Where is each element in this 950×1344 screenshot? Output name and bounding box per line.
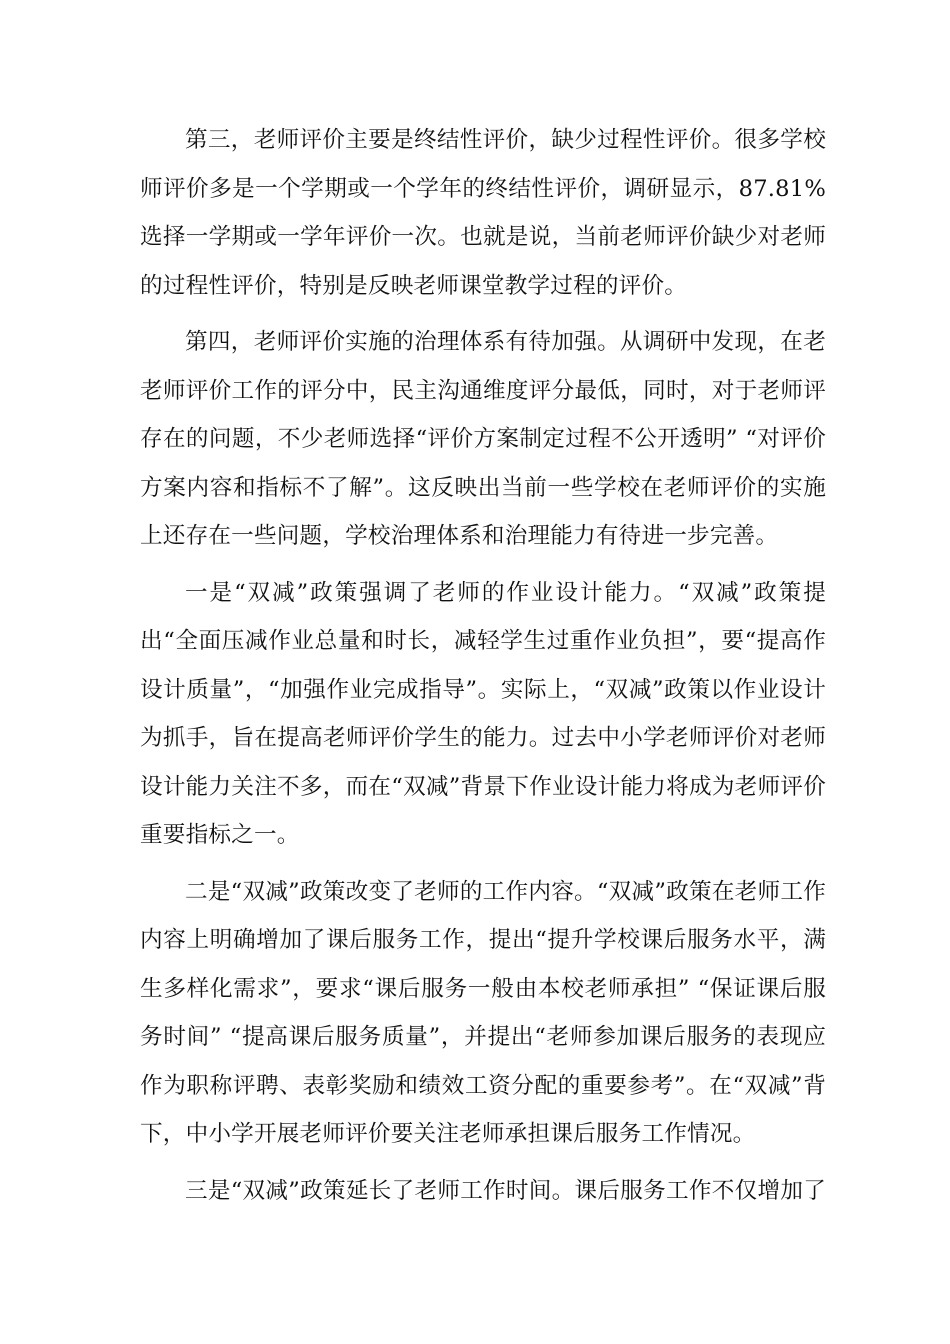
paragraph-line: 上还存在一些问题，学校治理体系和治理能力有待进一步完善。 [140, 523, 779, 549]
paragraph-line: 重要指标之一。 [140, 822, 300, 848]
paragraph-line: 出“全面压减作业总量和时长，减轻学生过重作业负担”，要“提高作 [140, 628, 826, 654]
paragraph-line: 老师评价工作的评分中，民主沟通维度评分最低，同时，对于老师评 [140, 377, 826, 404]
paragraph-line: 生多样化需求”，要求“课后服务一般由本校老师承担” “保证课后服 [140, 975, 826, 1002]
paragraph [140, 318, 826, 561]
paragraph-line: 内容上明确增加了课后服务工作，提出“提升学校课后服务水平，满 [140, 927, 826, 953]
body-text [140, 116, 826, 1215]
paragraph-line: 选择一学期或一学年评价一次。也就是说，当前老师评价缺少对老师 [140, 224, 826, 250]
paragraph-line: 师评价多是一个学期或一个学年的终结性评价，调研显示，87.81% [140, 175, 826, 202]
paragraph-line: 务时间” “提高课后服务质量”，并提出“老师参加课后服务的表现应 [140, 1024, 826, 1050]
paragraph [140, 1167, 826, 1216]
paragraph-line: 一是“双减”政策强调了老师的作业设计能力。“双减”政策提 [185, 579, 826, 606]
paragraph-gap [140, 1159, 826, 1167]
paragraph-line: 第三，老师评价主要是终结性评价，缺少过程性评价。很多学校 [185, 127, 826, 153]
paragraph-line: 下，中小学开展老师评价要关注老师承担课后服务工作情况。 [140, 1121, 756, 1147]
paragraph-gap [140, 310, 826, 318]
paragraph-line: 作为职称评聘、表彰奖励和绩效工资分配的重要参考”。在“双减”背 [140, 1072, 826, 1099]
paragraph-line: 存在的问题，不少老师选择“评价方案制定过程不公开透明” “对评价 [140, 426, 826, 452]
paragraph-line: 三是“双减”政策延长了老师工作时间。课后服务工作不仅增加了 [185, 1177, 826, 1204]
paragraph-line: 设计质量”，“加强作业完成指导”。实际上，“双减”政策以作业设计 [140, 676, 826, 703]
paragraph [140, 569, 826, 860]
paragraph [140, 116, 826, 310]
paragraph [140, 868, 826, 1159]
paragraph-line: 为抓手，旨在提高老师评价学生的能力。过去中小学老师评价对老师 [140, 725, 826, 751]
paragraph-gap [140, 561, 826, 569]
paragraph-gap [140, 860, 826, 868]
paragraph-line: 二是“双减”政策改变了老师的工作内容。“双减”政策在老师工作 [185, 878, 826, 905]
paragraph-line: 第四，老师评价实施的治理体系有待加强。从调研中发现，在老 [185, 329, 826, 355]
paragraph-line: 的过程性评价，特别是反映老师课堂教学过程的评价。 [140, 272, 688, 299]
paragraph-line: 方案内容和指标不了解”。这反映出当前一些学校在老师评价的实施 [140, 474, 826, 501]
paragraph-line: 设计能力关注不多，而在“双减”背景下作业设计能力将成为老师评价 [140, 773, 826, 800]
